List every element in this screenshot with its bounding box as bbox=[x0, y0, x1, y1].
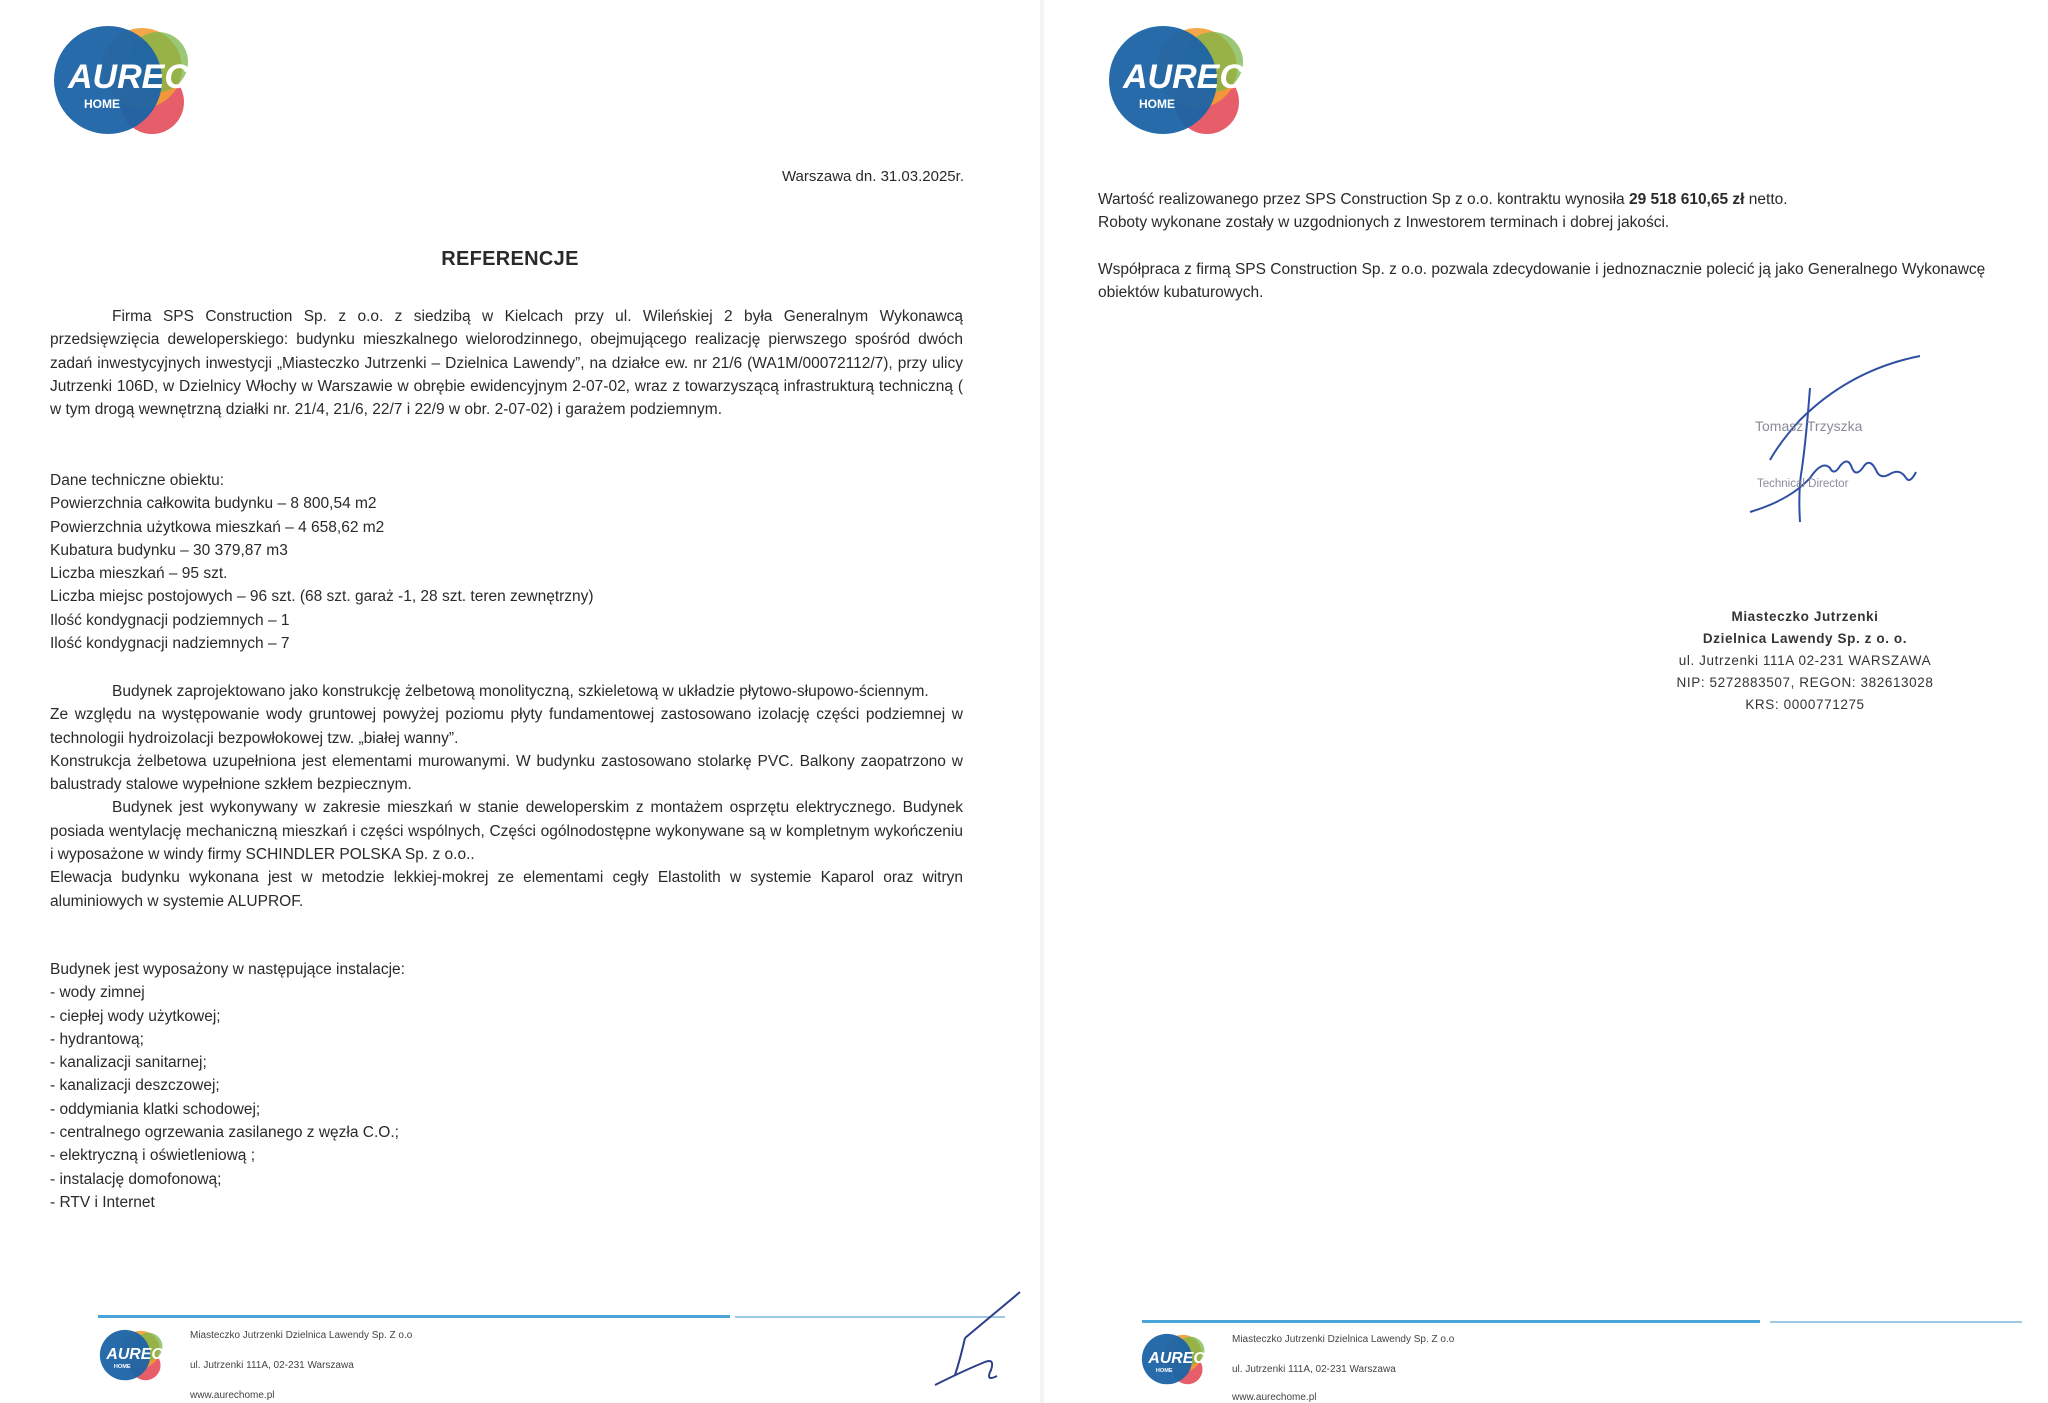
footer-logo bbox=[98, 1328, 168, 1384]
footer-rule bbox=[98, 1315, 730, 1318]
installation-item: - ciepłej wody użytkowej; bbox=[50, 1007, 221, 1025]
svg-text:HOME: HOME bbox=[84, 97, 120, 111]
installation-item: - kanalizacji deszczowej; bbox=[50, 1077, 220, 1095]
footer-company: Miasteczko Jutrzenki Dzielnica Lawendy Sp. Z o.o bbox=[1232, 1334, 1455, 1345]
installation-item: - wody zimnej bbox=[50, 984, 145, 1002]
installation-item: - hydrantową; bbox=[50, 1030, 144, 1048]
description-facade: Elewacja budynku wykonana jest w metodzie lekkiej-mokrej ze elementami cegły Elastolith w systemie Kaparol oraz witryn aluminiowych w systemie ALUPROF. bbox=[50, 869, 963, 910]
document-title: REFERENCJE bbox=[441, 248, 579, 270]
aurec-logo-icon bbox=[1140, 1332, 1210, 1388]
technical-data-line: Powierzchnia całkowita budynku – 8 800,54 m2 bbox=[50, 495, 377, 513]
installation-item: - instalację domofonową; bbox=[50, 1170, 222, 1188]
contract-value-post: netto. bbox=[1744, 191, 1788, 208]
recommendation-text: Współpraca z firmą SPS Construction Sp. z o.o. pozwala zdecydowanie i jednoznacznie polecić ją jako Generalnego Wykonawcę obiektów kubaturowych. bbox=[1098, 260, 1986, 301]
svg-text:AUREC: AUREC bbox=[68, 58, 189, 96]
footer-logo bbox=[1140, 1332, 1210, 1388]
footer-address: ul. Jutrzenki 111A, 02-231 Warszawa bbox=[190, 1360, 354, 1371]
letter-date: Warszawa dn. 31.03.2025r. bbox=[781, 168, 964, 185]
svg-text:HOME: HOME bbox=[1155, 1368, 1173, 1375]
footer-rule bbox=[1770, 1321, 2022, 1323]
description-paragraphs bbox=[50, 680, 963, 913]
technical-data-header: Dane techniczne obiektu: bbox=[50, 472, 225, 489]
stamp-line: ul. Jutrzenki 111A 02-231 WARSZAWA bbox=[1678, 653, 1932, 668]
signatory-name: Tomasz Trzyszka bbox=[1755, 418, 1863, 434]
aurec-logo-icon bbox=[1105, 22, 1255, 142]
intro-text: Firma SPS Construction Sp. z o.o. z siedzibą w Kielcach przy ul. Wileńskiej 2 była Generalnym Wykonawcą przedsięwzięcia deweloperskiego: budynku mieszkalnego wielorodzinnego, obejmującego realizację pierwszego spośród dwóch zadań inwestycyjnych inwestycji „Miasteczko Jutrzenki – Dzielnica Lawendy”, na działce ew. nr 21/6 (WA1M/00072112/7), przy ulicy Jutrzenki 106D, w Dzielnicy Włochy w Warszawie w obrębie ewidencyjnym 2-07-02, wraz z towarzyszącą infrastrukturą techniczną ( w tym drogą wewnętrzną działki nr. 21/4, 21/6, 22/7 i 22/9 w obr. 2-07-02) i garażem podziemnym. bbox=[50, 308, 963, 419]
footer-website: www.aurechome.pl bbox=[190, 1390, 275, 1401]
technical-data-line: Liczba miejsc postojowych – 96 szt. (68 szt. garaż -1, 28 szt. teren zewnętrzny) bbox=[50, 588, 594, 606]
svg-text:AUREC: AUREC bbox=[106, 1345, 163, 1363]
technical-data-line: Ilość kondygnacji nadziemnych – 7 bbox=[50, 635, 290, 653]
quality-statement: Roboty wykonane zostały w uzgodnionych z Inwestorem terminach i dobrej jakości. bbox=[1098, 214, 1670, 232]
intro-paragraph bbox=[50, 305, 963, 421]
stamp-line: Dzielnica Lawendy Sp. z o. o. bbox=[1702, 631, 1908, 646]
technical-data-line: Ilość kondygnacji podziemnych – 1 bbox=[50, 611, 290, 629]
description-structure: Budynek zaprojektowano jako konstrukcję żelbetową monolityczną, szkieletową w układzie płytowo-słupowo-ściennym. bbox=[112, 683, 929, 700]
installation-item: - RTV i Internet bbox=[50, 1193, 155, 1211]
aurec-home-logo bbox=[50, 22, 200, 142]
stamp-line: Miasteczko Jutrzenki bbox=[1731, 609, 1879, 624]
company-stamp bbox=[1660, 606, 1950, 716]
installations-list bbox=[50, 958, 963, 1214]
installation-item: - oddymiania klatki schodowej; bbox=[50, 1100, 261, 1118]
contract-value-pre: Wartość realizowanego przez SPS Construction Sp z o.o. kontraktu wynosiła bbox=[1098, 191, 1629, 208]
svg-text:AUREC: AUREC bbox=[1148, 1349, 1205, 1367]
installation-item: - elektryczną i oświetleniową ; bbox=[50, 1147, 256, 1165]
footer-website: www.aurechome.pl bbox=[1232, 1392, 1317, 1403]
description-waterproofing: Ze względu na występowanie wody gruntowej powyżej poziomu płyty fundamentowej zastosowano izolację części podziemnej w technologii hydroizolacji bezpowłokowej tzw. „białej wanny”. bbox=[50, 706, 963, 747]
technical-data-line: Liczba mieszkań – 95 szt. bbox=[50, 565, 228, 583]
aurec-logo-icon bbox=[50, 22, 200, 142]
director-signature bbox=[1730, 350, 1930, 530]
installation-item: - kanalizacji sanitarnej; bbox=[50, 1054, 207, 1072]
stamp-line: NIP: 5272883507, REGON: 382613028 bbox=[1676, 675, 1934, 690]
footer-address: ul. Jutrzenki 111A, 02-231 Warszawa bbox=[1232, 1364, 1396, 1375]
installation-item: - centralnego ogrzewania zasilanego z węzła C.O.; bbox=[50, 1124, 399, 1142]
svg-text:HOME: HOME bbox=[1139, 97, 1175, 111]
description-finishing: Konstrukcja żelbetowa uzupełniona jest elementami murowanymi. W budynku zastosowano stolarkę PVC. Balkony zaopatrzono w balustrady stalowe wypełnione szkłem bezpiecznym. bbox=[50, 752, 963, 794]
svg-text:HOME: HOME bbox=[113, 1364, 131, 1371]
footer-rule bbox=[1142, 1320, 1760, 1323]
technical-data-line: Kubatura budynku – 30 379,87 m3 bbox=[50, 541, 288, 559]
technical-data-line: Powierzchnia użytkowa mieszkań – 4 658,62 m2 bbox=[50, 518, 385, 536]
installations-header: Budynek jest wyposażony w następujące instalacje: bbox=[50, 961, 405, 978]
svg-text:AUREC: AUREC bbox=[1123, 58, 1244, 96]
stamp-line: KRS: 0000771275 bbox=[1745, 697, 1865, 712]
initials-signature bbox=[925, 1290, 1025, 1390]
description-installations: Budynek jest wykonywany w zakresie mieszkań w stanie deweloperskim z montażem osprzętu elektrycznego. Budynek posiada wentylację mechaniczną mieszkań i części wspólnych, Części ogólnodostępne wykonywane są w kompletnym wykończeniu i wyposażone w windy firmy SCHINDLER POLSKA Sp. z o.o.. bbox=[50, 799, 963, 864]
contract-value-paragraph bbox=[1098, 188, 2003, 327]
signatory-role: Technical Director bbox=[1757, 478, 1849, 490]
contract-amount: 29 518 610,65 zł bbox=[1628, 191, 1745, 208]
contract-value-text bbox=[1098, 188, 2003, 235]
footer-company: Miasteczko Jutrzenki Dzielnica Lawendy Sp. Z o.o bbox=[190, 1330, 413, 1341]
aurec-home-logo bbox=[1105, 22, 1255, 142]
aurec-logo-icon bbox=[98, 1328, 168, 1384]
technical-data bbox=[50, 469, 963, 655]
